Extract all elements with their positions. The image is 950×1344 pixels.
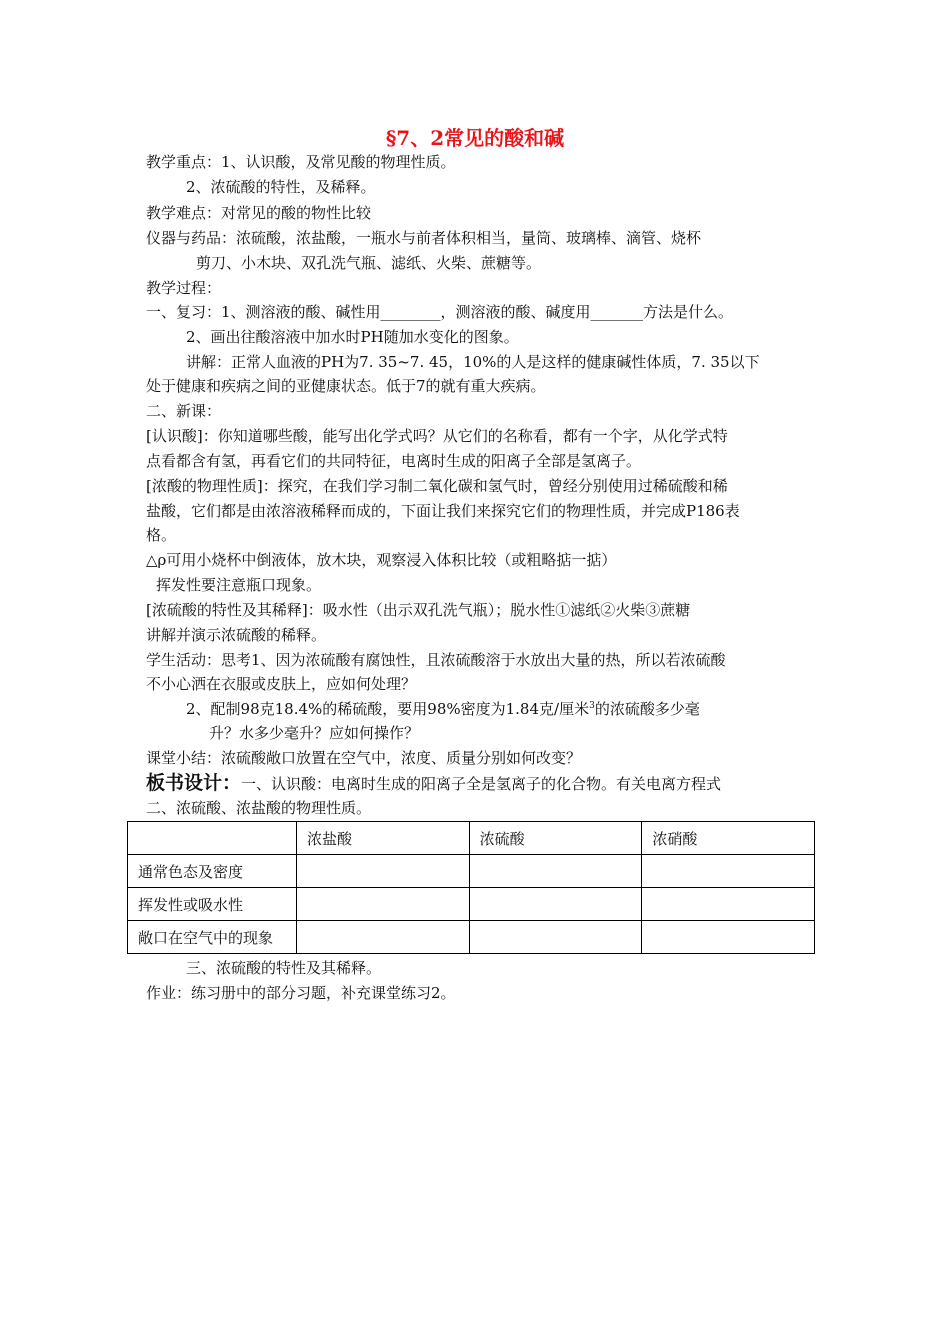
explanation-line: 讲解：正常人血液的PH为7. 35~7. 45，10%的人是这样的健康碱性体质，7. 35以下 (186, 353, 760, 371)
table-header-cell (128, 822, 297, 855)
teaching-difficulty-line: 教学难点：对常见的酸的物性比较 (146, 204, 372, 222)
table-row-label: 通常色态及密度 (128, 855, 297, 888)
student-activity-item-2 (186, 699, 700, 719)
board-design-line (146, 773, 721, 794)
teaching-focus-item-2: 2、浓硫酸的特性，及稀释。 (186, 178, 376, 196)
table-row-label: 敞口在空气中的现象 (128, 921, 297, 954)
student-activity-line: 学生活动：思考1、因为浓硫酸有腐蚀性，且浓硫酸溶于水放出大量的热，所以若浓硫酸 (146, 651, 726, 669)
table-cell (297, 888, 470, 921)
acid-properties-table (127, 821, 815, 954)
know-acid-line-cont: 点看都含有氢，再看它们的共同特征，电离时生成的阳离子全部是氢离子。 (146, 452, 642, 470)
document-title: §7、2常见的酸和碱 (385, 126, 565, 150)
explanation-line-cont: 处于健康和疾病之间的亚健康状态。低于7的就有重大疾病。 (146, 377, 546, 395)
volatility-note: 挥发性要注意瓶口现象。 (156, 576, 322, 594)
table-cell (469, 921, 642, 954)
teaching-focus-line: 教学重点：1、认识酸，及常见酸的物理性质。 (146, 153, 456, 171)
table-cell (642, 855, 815, 888)
table-cell (469, 855, 642, 888)
board-design-heading: 板书设计： (146, 772, 242, 794)
table-header-cell: 浓硫酸 (469, 822, 642, 855)
table-cell (469, 888, 642, 921)
dilution-demo-line: 讲解并演示浓硫酸的稀释。 (146, 626, 327, 644)
equipment-line-cont: 剪刀、小木块、双孔洗气瓶、滤纸、火柴、蔗糖等。 (196, 254, 542, 272)
board-design-item-3: 三、浓硫酸的特性及其稀释。 (186, 959, 382, 977)
table-header-cell: 浓硝酸 (642, 822, 815, 855)
table-row-label: 挥发性或吸水性 (128, 888, 297, 921)
lesson-summary-line: 课堂小结：浓硫酸敞口放置在空气中，浓度、质量分别如何改变？ (146, 749, 582, 767)
dilution-question-text-cont: 的浓硫酸多少毫 (594, 700, 700, 718)
table-row (128, 888, 815, 921)
review-item-2: 2、画出往酸溶液中加水时PH随加水变化的图象。 (186, 328, 519, 346)
board-design-item-2: 二、浓硫酸、浓盐酸的物理性质。 (146, 799, 372, 817)
table-header-cell: 浓盐酸 (297, 822, 470, 855)
process-heading: 教学过程： (146, 279, 222, 297)
student-activity-line-cont: 不小心洒在衣服或皮肤上，应如何处理？ (146, 675, 417, 693)
equipment-line: 仪器与药品：浓硫酸，浓盐酸，一瓶水与前者体积相当，量筒、玻璃棒、滴管、烧杯 (146, 229, 702, 247)
physical-props-line: [浓酸的物理性质]：探究，在我们学习制二氧化碳和氢气时，曾经分别使用过稀硫酸和稀 (146, 477, 728, 495)
new-lesson-heading: 二、新课： (146, 402, 222, 420)
table-cell (642, 888, 815, 921)
table-cell (297, 855, 470, 888)
physical-props-line-end: 格。 (146, 526, 177, 544)
density-note: △ρ可用小烧杯中倒液体，放木块，观察浸入体积比较（或粗略掂一掂） (146, 551, 617, 569)
know-acid-line: [认识酸]：你知道哪些酸，能写出化学式吗？从它们的名称看，都有一个字，从化学式特 (146, 427, 728, 445)
table-cell (642, 921, 815, 954)
table-row (128, 921, 815, 954)
dilution-question-text: 2、配制98克18.4%的稀硫酸，要用98%密度为1.84克/厘米 (186, 700, 590, 718)
table-row (128, 855, 815, 888)
review-item-1: 一、复习：1、测溶液的酸、碱性用________，测溶液的酸、碱度用_______方法是什么。 (146, 303, 734, 321)
sulfuric-acid-properties-line: [浓硫酸的特性及其稀释]：吸水性（出示双孔洗气瓶）；脱水性①滤纸②火柴③蔗糖 (146, 601, 691, 619)
board-design-item-1: 一、认识酸：电离时生成的阳离子全是氢离子的化合物。有关电离方程式 (241, 775, 722, 793)
cubic-superscript: 3 (589, 701, 595, 711)
homework-line: 作业：练习册中的部分习题，补充课堂练习2。 (146, 984, 456, 1002)
student-activity-item-2-cont: 升？水多少毫升？应如何操作？ (209, 724, 420, 742)
table-header-row (128, 822, 815, 855)
physical-props-line-cont: 盐酸，它们都是由浓溶液稀释而成的，下面让我们来探究它们的物理性质，并完成P186表 (146, 502, 740, 520)
table-cell (297, 921, 470, 954)
